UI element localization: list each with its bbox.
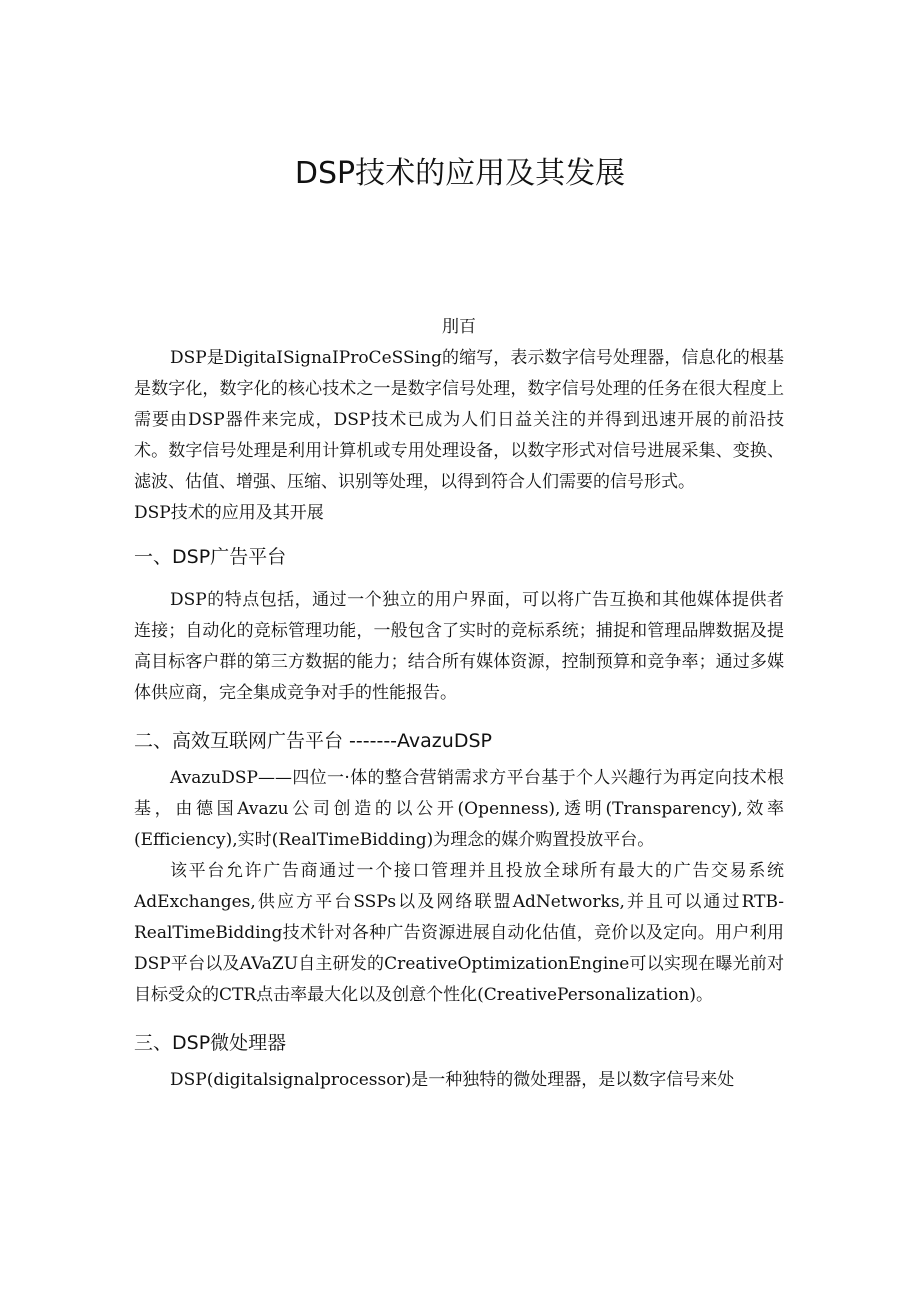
section-heading-avazu-dsp: 二、高效互联网广告平台 -------AvazuDSP: [134, 730, 492, 752]
section-heading-dsp-ad-platform: 一、DSP广告平台: [134, 546, 287, 568]
document-title: DSP技术的应用及其发展: [294, 156, 626, 191]
preface-paragraph: DSP是DigitaISignaIProCeSSing的缩写，表示数字信号处理器，信息化的根基是数字化，数字化的核心技术之一是数字信号处理，数字信号处理的任务在很大程度上需要由DSP器件来完成，DSP技术已成为人们日益关注的并得到迅速开展的前沿技术。数字信号处理是利用计算机或专用处理设备，以数字形式对信号进展采集、变换、滤波、估值、增强、压缩、识别等处理，以得到符合人们需要的信号形式。: [134, 348, 784, 492]
section-3-paragraph-1: DSP(digitalsignalprocessor)是一种独特的微处理器，是以数字信号来处: [170, 1070, 735, 1090]
section-1-paragraph-1: DSP的特点包括，通过一个独立的用户界面，可以将广告互换和其他媒体提供者连接；自动化的竞标管理功能，一般包含了实时的竞标系统；捕捉和管理品牌数据及提高目标客户群的第三方数据的能力；结合所有媒体资源，控制预算和竞争率；通过多媒体供应商，完全集成竞争对手的性能报告。: [134, 590, 784, 703]
document-body: [134, 312, 784, 1096]
section-2-paragraph-2: 该平台允许广告商通过一个接口管理并且投放全球所有最大的广告交易系统AdExchanges,供应方平台SSPs以及网络联盟AdNetworks,并且可以通过RTB-RealTimeBidding技术针对各种广告资源进展自动化估值，竞价以及定向。用户利用DSP平台以及AVaZU自主研发的CreativeOptimizationEngine可以实现在曝光前对目标受众的CTR点击率最大化以及创意个性化(CreativePersonalization)。: [134, 861, 784, 1005]
section-heading-dsp-microprocessor: 三、DSP微处理器: [134, 1032, 287, 1054]
subtitle-line: DSP技术的应用及其开展: [134, 503, 324, 523]
section-2-paragraph-1: AvazuDSP——四位一·体的整合营销需求方平台基于个人兴趣行为再定向技术根基，由德国Avazu公司创造的以公开(Openness),透明(Transparency),效率(Efficiency),实时(RealTimeBidding)为理念的媒介购置投放平台。: [134, 768, 784, 850]
preface-heading: 刖百: [442, 317, 476, 337]
